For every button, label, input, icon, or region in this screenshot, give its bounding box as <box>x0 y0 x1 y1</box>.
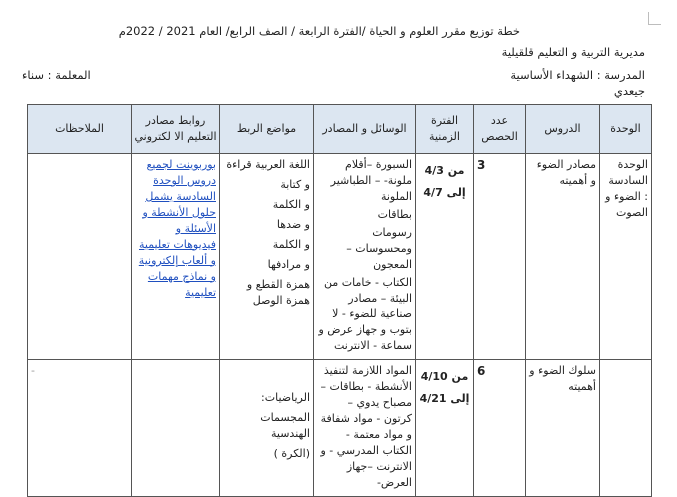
link-item: و مرادفها <box>267 257 310 271</box>
link-item: و ضدها <box>276 217 310 231</box>
header-lessons: الدروس <box>526 105 600 154</box>
header-count: عدد الحصص <box>474 105 526 154</box>
count-cell: 3 <box>474 154 526 360</box>
link-item: همزة القطع و همزة الوصل <box>246 277 310 307</box>
link-item: و كتابة <box>280 177 310 191</box>
period-to: إلى 4/21 <box>419 392 470 406</box>
link-item: (الكرة ) <box>273 446 310 460</box>
header-period: الفترة الزمنية <box>416 105 474 154</box>
links-cell <box>220 154 314 360</box>
table-header-row <box>28 105 652 154</box>
means-item: المواد اللازمة لتنفيذ الأنشطة - بطاقات – مصباح يدوي – كرتون - مواد شفافة و مواد معتمة - الكتاب المدرسي - و الانترنت –جهاز العرض- <box>320 364 412 489</box>
link-item: الرياضيات: <box>261 391 310 405</box>
link-item: اللغة العربية قراءة <box>226 158 310 171</box>
teacher-label: المعلمة : سناء <box>22 68 91 82</box>
notes-cell <box>28 154 132 360</box>
link-item: و الكلمة <box>272 237 310 251</box>
curriculum-plan-table <box>27 104 652 497</box>
period-from: من 4/10 <box>420 370 469 384</box>
lesson-cell: سلوك الضوء و أهميته <box>526 360 600 497</box>
header-means: الوسائل و المصادر <box>314 105 416 154</box>
table-row <box>28 154 652 360</box>
school-label: المدرسة : الشهداء الأساسية <box>510 68 645 82</box>
period-cell <box>416 154 474 360</box>
means-item: رسومات ومحسوسات – المعجون <box>346 225 412 271</box>
link-item: و الكلمة <box>272 197 310 211</box>
header-links: مواضع الربط <box>220 105 314 154</box>
link-item: المجسمات الهندسية <box>260 411 310 440</box>
period-from: من 4/3 <box>424 164 465 177</box>
means-item: بطاقات <box>377 207 412 221</box>
period-to: إلى 4/7 <box>423 185 466 199</box>
notes-cell: - <box>28 360 132 497</box>
unit-cell: الوحدة السادسة : الضوء و الصوت <box>600 154 652 360</box>
directorate-label: مديرية التربية و التعليم قلقيلية <box>501 45 645 59</box>
school-label-continued: جيعدي <box>613 84 645 98</box>
means-cell <box>314 154 416 360</box>
means-item: الكتاب - خامات من البيئة – مصادر صناعية للضوء - لا بتوب و جهاز عرض و سماعة - الانترنت <box>318 275 412 353</box>
header-unit: الوحدة <box>600 105 652 154</box>
page-corner-mark <box>648 12 661 25</box>
means-item: السبورة –أقلام ملونة- – الطباشير الملونة <box>330 158 412 203</box>
header-notes: الملاحظات <box>28 105 132 154</box>
eresources-link[interactable]: بوربوينت لجميع دروس الوحدة السادسة يشمل حلول الأنشطة و الأسئلة و فيديوهات تعليمية و ألعاب إلكترونية و نماذج مهمات تعليمية <box>138 158 216 299</box>
header-eresources: روابط مصادر التعليم الا لكتروني <box>132 105 220 154</box>
document-title: خطة توزيع مقرر العلوم و الحياة /الفترة الرابعة / الصف الرابع/ العام 2021 / 2022م <box>118 24 520 38</box>
eresources-cell <box>132 154 220 360</box>
lesson-cell: مصادر الضوء و أهميته <box>526 154 600 360</box>
count-cell: 6 <box>474 360 526 497</box>
